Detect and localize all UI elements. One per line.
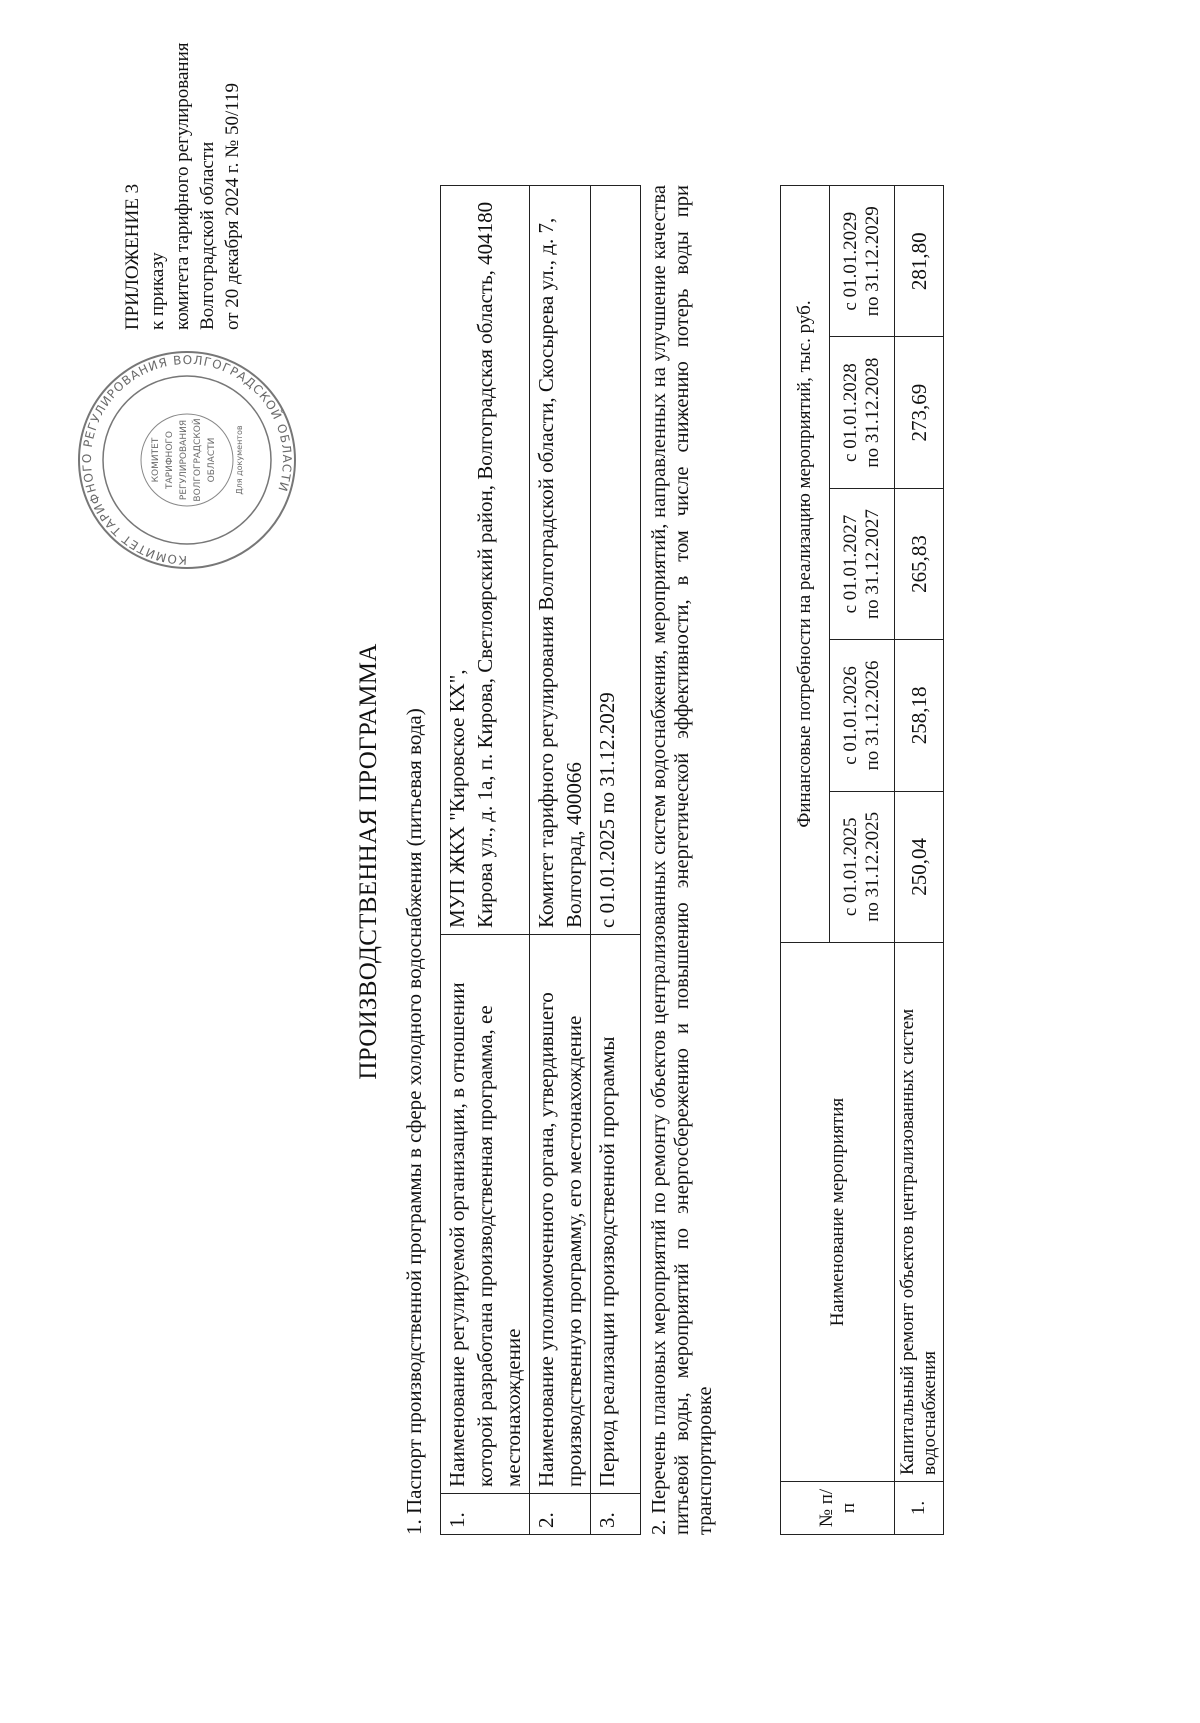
measures-table (780, 185, 944, 1535)
svg-text:ОБЛАСТИ: ОБЛАСТИ (207, 437, 217, 483)
section1-heading: 1. Паспорт производственной программы в сфере холодного водоснабжения (питьевая вода) (402, 708, 426, 1535)
measure-value: 265,83 (895, 488, 944, 639)
table-row (530, 186, 591, 1535)
row-label: Период реализации производственной программы (591, 935, 641, 1494)
column-header-finance: Финансовые потребности на реализацию мероприятий, тыс. руб. (781, 186, 830, 943)
period-to: по 31.12.2029 (862, 206, 883, 317)
row-value-line: МУП ЖКХ "Кировское КХ", (445, 669, 469, 928)
row-number: 3. (591, 1494, 641, 1535)
appendix-order-ref: к приказу (147, 252, 168, 330)
period-header (830, 337, 895, 488)
measure-value: 258,18 (895, 640, 944, 791)
svg-text:РЕГУЛИРОВАНИЯ: РЕГУЛИРОВАНИЯ (179, 419, 189, 501)
measure-value: 250,04 (895, 791, 944, 942)
stamp-bottom-text: Для документов (235, 425, 244, 495)
stamp-outer-text: КОМИТЕТ ТАРИФНОГО РЕГУЛИРОВАНИЯ ВОЛГОГРАДСКОЙ ОБЛАСТИ (79, 352, 295, 568)
appendix-committee: комитета тарифного регулирования (172, 42, 193, 330)
period-to: по 31.12.2028 (862, 357, 883, 468)
table-header-row (781, 186, 830, 1535)
period-from: с 01.01.2027 (840, 514, 861, 614)
document-title: ПРОИЗВОДСТВЕННАЯ ПРОГРАММА (355, 643, 382, 1080)
row-value-line: с 01.01.2025 по 31.12.2029 (595, 692, 619, 928)
svg-text:ТАРИФНОГО: ТАРИФНОГО (165, 431, 175, 489)
row-value (530, 186, 591, 935)
period-header (830, 640, 895, 791)
period-from: с 01.01.2025 (840, 817, 861, 917)
row-value (441, 186, 530, 935)
row-label: Наименование уполномоченного органа, утвердившего производственную программу, его местонахождение (530, 935, 591, 1494)
row-number: 2. (530, 1494, 591, 1535)
appendix-number: ПРИЛОЖЕНИЕ 3 (122, 183, 143, 330)
row-value (591, 186, 641, 935)
appendix-block (120, 0, 245, 330)
row-value-line: Кирова ул., д. 1а, п. Кирова, Светлоярский район, Волгоградская область, 404180 (473, 201, 497, 928)
period-header (830, 488, 895, 639)
table-row (591, 186, 641, 1535)
svg-text:ВОЛГОГРАДСКОЙ: ВОЛГОГРАДСКОЙ (193, 418, 203, 502)
period-header (830, 791, 895, 942)
row-value-line: Комитет тарифного регулирования Волгоградской области, Скосырева ул., д. 7, Волгоград, 400066 (534, 217, 586, 928)
period-from: с 01.01.2028 (840, 363, 861, 462)
period-from: с 01.01.2029 (840, 211, 861, 311)
measure-value: 273,69 (895, 337, 944, 488)
table-row (895, 186, 944, 1535)
appendix-region: Волгоградской области (197, 141, 218, 330)
measure-name: Капитальный ремонт объектов централизованных систем водоснабжения (895, 943, 944, 1482)
row-number: 1. (895, 1482, 944, 1535)
column-header-number: № п/п (781, 1482, 895, 1535)
official-stamp-icon (72, 345, 302, 575)
svg-text:КОМИТЕТ: КОМИТЕТ (151, 437, 161, 483)
row-number: 1. (441, 1494, 530, 1535)
period-from: с 01.01.2026 (840, 666, 861, 765)
measure-value: 281,80 (895, 186, 944, 337)
column-header-name: Наименование мероприятия (781, 943, 895, 1482)
section2-text: 2. Перечень плановых мероприятий по ремонту объектов централизованных систем водоснабжения, мероприятий, направленных на улучшение качества питьевой воды, мероприятий по энергосбережению и повышению энергетической эффективности, в том числе снижению потерь воды при транспортировке (648, 185, 716, 1535)
table-row (441, 186, 530, 1535)
row-label: Наименование регулируемой организации, в отношении которой разработана производственная программа, ее местонахождение (441, 935, 530, 1494)
period-to: по 31.12.2025 (862, 811, 883, 922)
period-to: по 31.12.2026 (862, 660, 883, 771)
appendix-date: от 20 декабря 2024 г. № 50/119 (222, 82, 243, 330)
period-to: по 31.12.2027 (862, 509, 883, 619)
passport-table (440, 185, 641, 1535)
period-header (830, 186, 895, 337)
